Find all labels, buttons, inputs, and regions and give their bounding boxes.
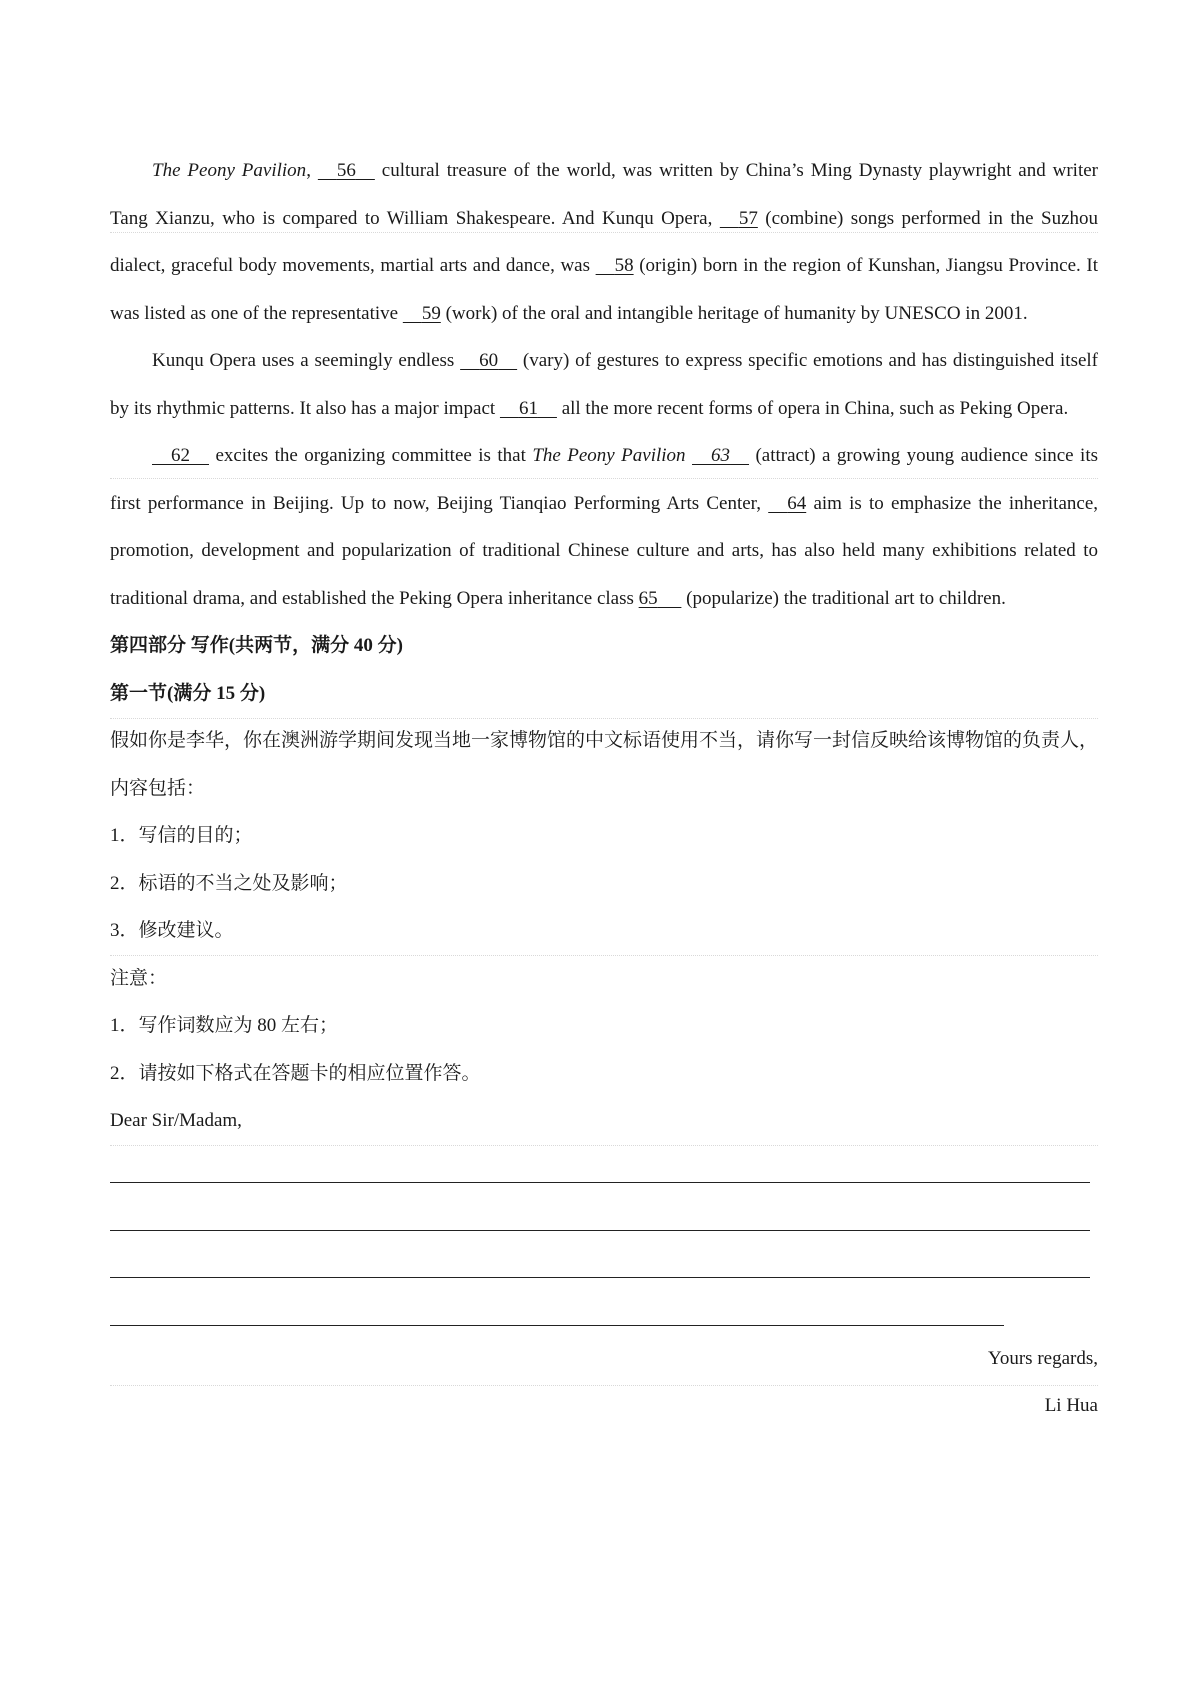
blank-61[interactable]: 61 (518, 397, 538, 419)
blank-56[interactable]: 56 (336, 160, 356, 181)
part-heading: 第四部分 写作(共两节，满分 40 分) (110, 635, 403, 656)
guide-line (110, 718, 1098, 719)
guide-line (110, 1385, 1098, 1386)
blank-60[interactable]: 60 (479, 350, 499, 371)
writing-prompt: 假如你是李华，你在澳洲游学期间发现当地一家博物馆的中文标语使用不当，请你写一封信反映给该博物馆的负责人，内容包括： (110, 730, 1099, 799)
blank-63[interactable]: 63 (711, 445, 731, 466)
content-item-1: 1．写信的目的； (110, 825, 253, 846)
answer-line[interactable] (110, 1287, 1098, 1335)
blank-58[interactable]: 58 (614, 255, 634, 276)
section-heading: 第一节(满分 15 分) (110, 682, 266, 704)
blank-65[interactable]: 65 (638, 587, 658, 609)
blank-59[interactable]: 59 (421, 302, 441, 324)
guide-line (110, 1145, 1098, 1146)
note-2: 2．请按如下格式在答题卡的相应位置作答。 (110, 1062, 481, 1084)
passage-paragraph-2: Kunqu Opera uses a seemingly endless 60 (vary) of gestures to express specific emotions and has distinguished itself by its rhythmic patterns. It also has a major impact 61 all the more recent forms of opera in China, such as Peking Opera. (110, 337, 1098, 432)
content-item-3: 3．修改建议。 (110, 920, 234, 941)
content-item-2: 2．标语的不当之处及影响； (110, 872, 348, 894)
answer-line[interactable] (110, 1240, 1098, 1288)
book-title: The Peony Pavilion (532, 445, 686, 466)
guide-line (110, 232, 1098, 233)
blank-57[interactable]: 57 (738, 207, 758, 229)
book-title: The Peony Pavilion (152, 160, 307, 181)
passage-paragraph-1: The Peony Pavilion, 56 cultural treasure of the world, was written by China’s Ming Dynasty playwright and writer Tang Xianzu, who is compared to William Shakespeare. And Kunqu Opera, 57 (combine) songs performed in the Suzhou dialect, graceful body movements, martial arts and dance, was 58 (origin) born in the region of Kunshan, Jiangsu Province. It was listed as one of the representative 59 (work) of the oral and intangible heritage of humanity by UNESCO in 2001. (110, 147, 1098, 337)
blank-64[interactable]: 64 (787, 492, 807, 514)
signature: Li Hua (1044, 1395, 1098, 1416)
answer-line[interactable] (110, 1192, 1098, 1240)
notes-label: 注意： (110, 967, 168, 989)
blank-62[interactable]: 62 (171, 445, 190, 466)
passage-paragraph-3: 62 excites the organizing committee is that The Peony Pavilion 63 (attract) a growing young audience since its first performance in Beijing. Up to now, Beijing Tianqiao Performing Arts Center, 64 aim is to emphasize the inheritance, promotion, development and popularization of traditional Chinese culture and arts, has also held many exhibitions related to traditional drama, and established the Peking Opera inheritance class 65 (popularize) the traditional art to children. (110, 432, 1098, 622)
answer-line[interactable] (110, 1145, 1098, 1193)
guide-line (110, 955, 1098, 956)
salutation: Dear Sir/Madam, (110, 1110, 242, 1131)
closing: Yours regards, (988, 1347, 1098, 1369)
note-1: 1．写作词数应为 80 左右； (110, 1015, 339, 1036)
guide-line (110, 478, 1098, 479)
